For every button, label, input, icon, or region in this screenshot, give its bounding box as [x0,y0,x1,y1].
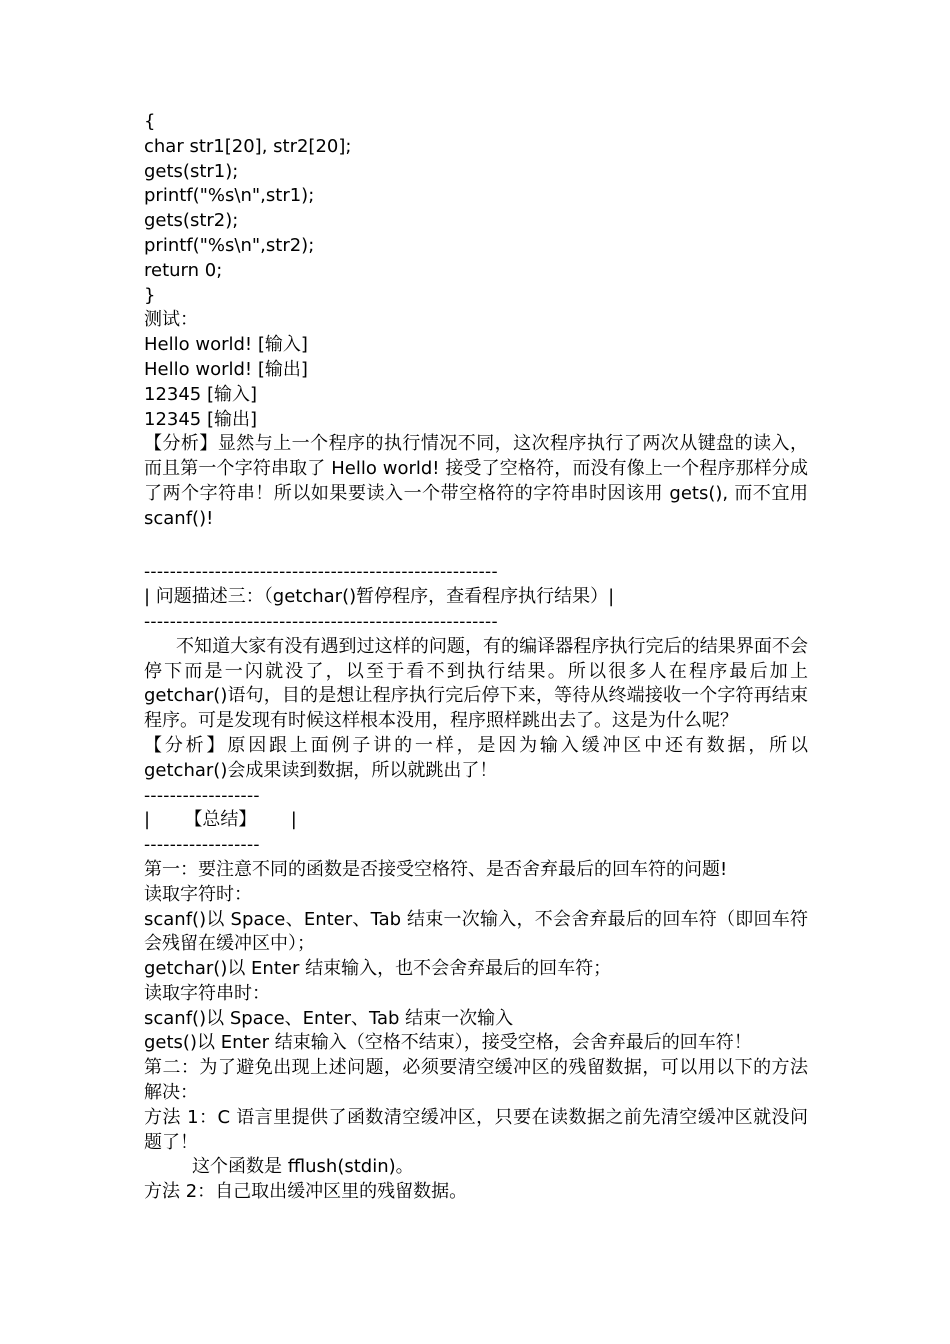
separator-line: ------------------------------------------------------- [144,562,498,583]
code-line: printf("%s\n",str1); [144,185,315,207]
section-title-problem3: | 问题描述三：（getchar()暂停程序，查看程序执行结果）| [144,586,615,608]
test-line: Hello world! [输入] [144,334,308,356]
summary-method-1: 方法 1：C 语言里提供了函数清空缓冲区，只要在读数据之前先清空缓冲区就没问题了！ [144,1106,808,1153]
test-line: 12345 [输入] [144,383,258,405]
separator-line-short: ------------------ [144,835,260,856]
test-line: 12345 [输出] [144,408,258,430]
code-line: } [144,284,156,306]
code-line: char str1[20], str2[20]; [144,135,352,157]
summary-read-string-heading: 读取字符串时： [144,982,270,1004]
summary-read-char-heading: 读取字符时： [144,883,252,905]
separator-line-short: ------------------ [144,785,260,806]
section-title-summary: | 【总结】 | [144,809,297,831]
summary-point-2: 第二：为了避免出现上述问题，必须要清空缓冲区的残留数据，可以用以下的方法解决： [144,1057,808,1104]
summary-scanf-char: scanf()以 Space、Enter、Tab 结束一次输入，不会舍弃最后的回车符（即回车符会残留在缓冲区中）； [144,908,808,955]
summary-method-2: 方法 2：自己取出缓冲区里的残留数据。 [144,1181,468,1203]
summary-method-1-function: 这个函数是 fflush(stdin)。 [192,1156,414,1178]
summary-gets-string: gets()以 Enter 结束输入（空格不结束），接受空格，会舍弃最后的回车符！ [144,1032,752,1054]
code-line: return 0; [144,259,223,281]
code-line: printf("%s\n",str2); [144,234,315,256]
test-label: 测试： [144,309,198,331]
code-block [144,110,808,308]
analysis-paragraph-1: 【分析】显然与上一个程序的执行情况不同，这次程序执行了两次从键盘的读入，而且第一个字符串取了 Hello world! 接受了空格符，而没有像上一个程序那样分成了两个字符串！所以如果要读入一个带空格符的字符串时因该用 gets(), 而不宜用 scanf()! [144,433,808,529]
document-page [144,110,808,1205]
problem3-description: 不知道大家有没有遇到过这样的问题，有的编译器程序执行完后的结果界面不会停下而是一闪就没了，以至于看不到执行结果。所以很多人在程序最后加上 getchar()语句，目的是想让程序执行完后停下来，等待从终端接收一个字符再结束程序。可是发现有时候这样根本没用，程序照样跳出去了。这是为什么呢？ [144,635,808,732]
code-line: { [144,111,156,132]
code-line: gets(str2); [144,210,239,232]
test-output [144,333,808,432]
code-line: gets(str1); [144,160,239,182]
summary-getchar-char: getchar()以 Enter 结束输入，也不会舍弃最后的回车符； [144,958,612,980]
summary-scanf-string: scanf()以 Space、Enter、Tab 结束一次输入 [144,1007,514,1029]
separator-line: ------------------------------------------------------- [144,611,498,632]
analysis-paragraph-3: 【分析】原因跟上面例子讲的一样，是因为输入缓冲区中还有数据，所以 getchar()会成果读到数据，所以就跳出了！ [144,734,808,781]
test-line: Hello world! [输出] [144,358,308,380]
summary-point-1: 第一：要注意不同的函数是否接受空格符、是否舍弃最后的回车符的问题! [144,858,728,880]
